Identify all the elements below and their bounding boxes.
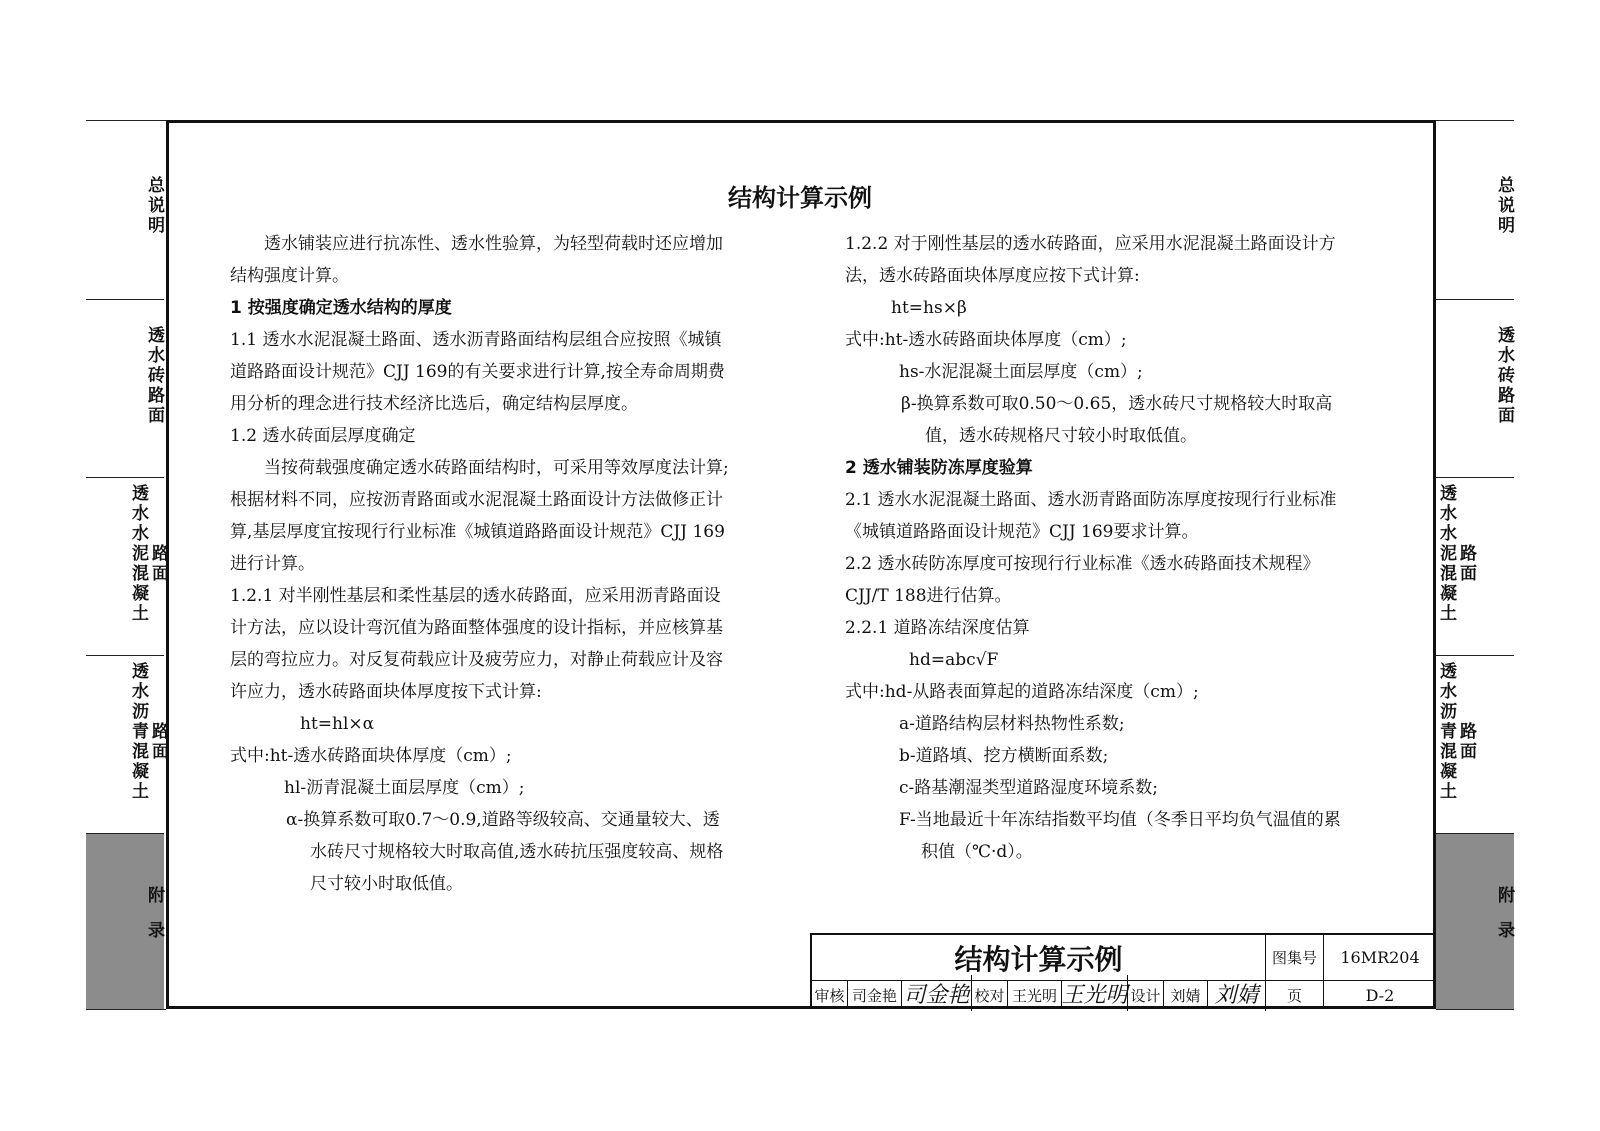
definition-line (845, 324, 1341, 356)
sidebar-label: 附录 (144, 886, 164, 956)
definition-line (230, 740, 729, 772)
paragraph: 2.2 透水砖防冻厚度可按现行行业标准《透水砖路面技术规程》 (845, 554, 1320, 574)
definition: hd-从路表面算起的道路冻结深度（cm）; (884, 682, 1199, 702)
paragraph: 1.2.2 对于刚性基层的透水砖路面，应采用水泥混凝土路面设计方 (845, 234, 1336, 254)
atlas-number: 16MR204 (1324, 935, 1436, 981)
sidebar-left-asphalt[interactable] (86, 656, 168, 834)
sidebar-left-appendix[interactable] (86, 834, 164, 1009)
sidebar-label: 透水沥青混凝土 (1436, 662, 1456, 802)
paragraph: 当按荷载强度确定透水砖路面结构时，可采用等效厚度法计算; (264, 458, 729, 478)
sidebar-left-concrete[interactable] (86, 478, 168, 656)
paragraph: 算,基层厚度宜按现行行业标准《城镇道路路面设计规范》CJJ 169 (230, 522, 725, 542)
designer-signature: 刘婧 (1208, 975, 1266, 1011)
definition: b-道路填、挖方横断面系数; (899, 746, 1109, 766)
paragraph: 结构强度计算。 (230, 266, 349, 286)
sidebar-right-appendix[interactable] (1436, 834, 1514, 1009)
sidebar-sublabel: 路面 (148, 544, 168, 584)
definition: 值，透水砖规格尺寸较小时取低值。 (925, 426, 1197, 446)
definition: hs-水泥混凝土面层厚度（cm）; (899, 362, 1143, 382)
right-column (845, 228, 1341, 868)
left-column (230, 228, 729, 900)
formula: ht=hl×α (300, 714, 375, 734)
formula: ht=hs×β (891, 298, 967, 318)
paragraph: 计方法，应以设计弯沉值为路面整体强度的设计指标，并应核算基 (230, 618, 723, 638)
sidebar-sublabel: 路面 (1456, 544, 1476, 584)
sidebar-label: 总说明 (144, 176, 164, 236)
checker-name: 王光明 (1008, 981, 1062, 1009)
sidebar-label: 透水沥青混凝土 (128, 662, 148, 802)
design-label: 设计 (1128, 981, 1164, 1009)
subsection-heading: 2.2.1 道路冻结深度估算 (845, 618, 1030, 638)
sidebar-label: 透水水泥混凝土 (1436, 484, 1456, 624)
sidebar-label: 附录 (1494, 886, 1514, 956)
sidebar-label: 透水砖路面 (1494, 326, 1514, 426)
definition: 尺寸较小时取低值。 (310, 874, 463, 894)
review-label: 审核 (812, 981, 848, 1009)
bottom-rule-right (1436, 1009, 1514, 1010)
paragraph: 根据材料不同，应按沥青路面或水泥混凝土路面设计方法做修正计 (230, 490, 723, 510)
sidebar-label: 透水砖路面 (144, 326, 164, 426)
bottom-rule-left (86, 1009, 166, 1010)
paragraph: 许应力，透水砖路面块体厚度按下式计算: (230, 682, 542, 702)
paragraph: 1.1 透水水泥混凝土路面、透水沥青路面结构层组合应按照《城镇 (230, 330, 722, 350)
section-heading: 1 按强度确定透水结构的厚度 (230, 298, 452, 318)
sidebar-label: 透水水泥混凝土 (128, 484, 148, 624)
sidebar-left-brick[interactable] (86, 300, 164, 478)
definition: a-道路结构层材料热物性系数; (899, 714, 1125, 734)
atlas-number-label: 图集号 (1266, 935, 1324, 981)
check-label: 校对 (972, 981, 1008, 1009)
paragraph: CJJ/T 188进行估算。 (845, 586, 1012, 606)
checker-signature: 王光明 (1062, 975, 1128, 1011)
reviewer-signature: 司金艳 (902, 975, 972, 1011)
paragraph: 进行计算。 (230, 554, 315, 574)
where-label: 式中: (230, 746, 270, 766)
title-block-title: 结构计算示例 (812, 935, 1266, 981)
paragraph: 用分析的理念进行技术经济比选后，确定结构层厚度。 (230, 394, 638, 414)
definition: 积值（℃·d）。 (921, 842, 1033, 862)
designer-name: 刘婧 (1164, 981, 1208, 1009)
paragraph: 1.2.1 对半刚性基层和柔性基层的透水砖路面，应采用沥青路面设 (230, 586, 721, 606)
page-title: 结构计算示例 (728, 184, 872, 212)
sidebar-right-concrete[interactable] (1436, 478, 1514, 656)
sidebar-sublabel: 路面 (1456, 722, 1476, 762)
definition: ht-透水砖路面块体厚度（cm）; (884, 330, 1127, 350)
definition: α-换算系数可取0.7～0.9,道路等级较高、交通量较大、透 (286, 810, 720, 830)
sidebar-sublabel: 路面 (148, 722, 168, 762)
paragraph: 层的弯拉应力。对反复荷载应计及疲劳应力，对静止荷载应计及容 (230, 650, 723, 670)
subsection-heading: 1.2 透水砖面层厚度确定 (230, 426, 416, 446)
paragraph: 2.1 透水水泥混凝土路面、透水沥青路面防冻厚度按现行行业标准 (845, 490, 1337, 510)
section-heading: 2 透水铺装防冻厚度验算 (845, 458, 1033, 478)
sidebar-label: 总说明 (1494, 176, 1514, 236)
paragraph: 透水铺装应进行抗冻性、透水性验算，为轻型荷载时还应增加 (264, 234, 723, 254)
definition: ht-透水砖路面块体厚度（cm）; (269, 746, 512, 766)
paragraph: 法，透水砖路面块体厚度应按下式计算: (845, 266, 1140, 286)
definition: hl-沥青混凝土面层厚度（cm）; (284, 778, 525, 798)
sidebar-right-brick[interactable] (1436, 300, 1514, 478)
sidebar-right-asphalt[interactable] (1436, 656, 1514, 834)
definition: 水砖尺寸规格较大时取高值,透水砖抗压强度较高、规格 (310, 842, 724, 862)
page-number: D-2 (1365, 985, 1395, 1005)
formula: hd=abc√F (909, 650, 999, 670)
where-label: 式中: (845, 682, 885, 702)
definition: β-换算系数可取0.50～0.65，透水砖尺寸规格较大时取高 (901, 394, 1333, 414)
paragraph: 《城镇道路路面设计规范》CJJ 169要求计算。 (845, 522, 1199, 542)
paragraph: 道路路面设计规范》CJJ 169的有关要求进行计算,按全寿命周期费 (230, 362, 725, 382)
definition: c-路基潮湿类型道路湿度环境系数; (899, 778, 1158, 798)
definition: F-当地最近十年冻结指数平均值（冬季日平均负气温值的累 (899, 810, 1341, 830)
definition-line (845, 676, 1341, 708)
page-label: 页 (1266, 981, 1324, 1009)
where-label: 式中: (845, 330, 885, 350)
title-block (810, 933, 1436, 1009)
reviewer-name: 司金艳 (848, 981, 902, 1009)
